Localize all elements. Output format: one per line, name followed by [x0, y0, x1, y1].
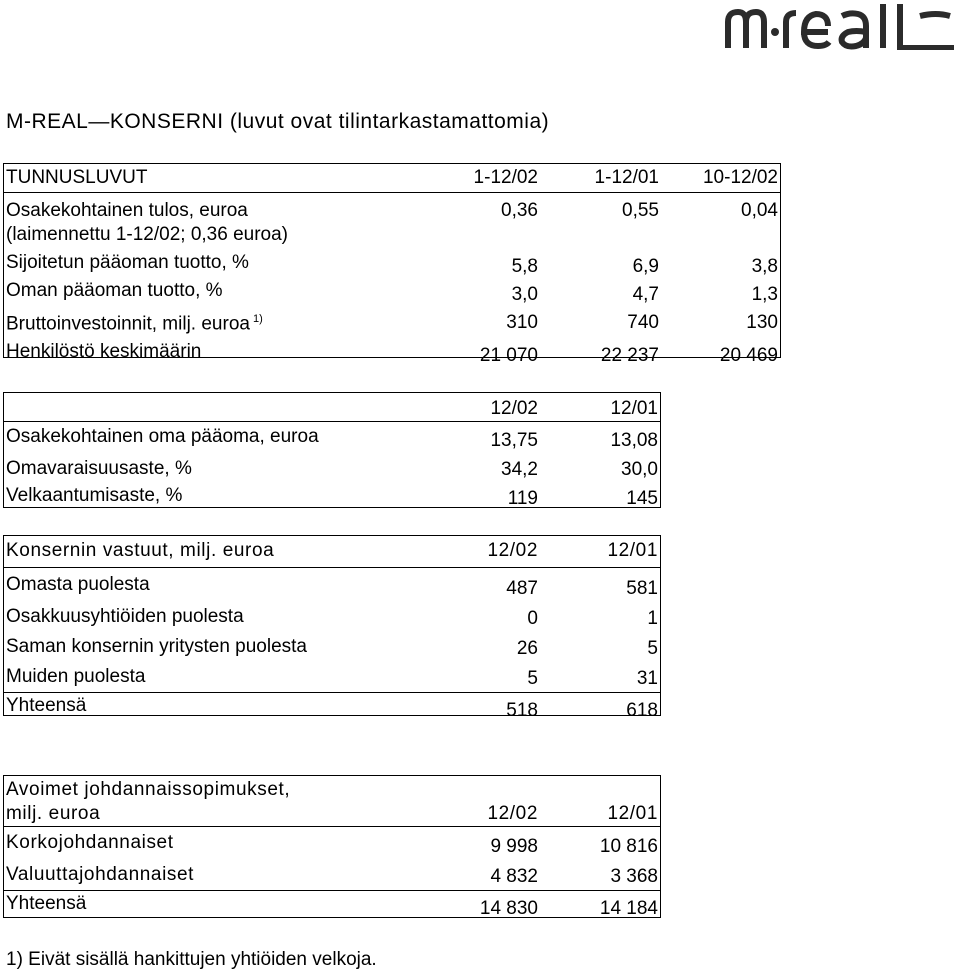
cell-value: 310 [506, 312, 538, 333]
cell-value: 4,7 [632, 284, 659, 305]
row-label: Yhteensä [3, 891, 423, 922]
cell-value: 145 [626, 488, 658, 509]
column-header: 12/02 [423, 539, 541, 568]
liabilities-table [3, 539, 661, 723]
cell-value: 22 237 [600, 345, 659, 367]
cell-value: 0,36 [501, 200, 538, 221]
row-label: (laimennettu 1-12/02; 0,36 euroa) [6, 224, 289, 245]
row-label: Velkaantumisaste, % [6, 485, 183, 506]
cell-value: 581 [626, 578, 658, 599]
cell-value: 130 [746, 312, 778, 333]
table-row [3, 422, 661, 454]
row-label: Muiden puolesta [6, 666, 146, 687]
table-header-row [3, 802, 661, 827]
cell-value: 1,3 [751, 284, 778, 305]
cell-value: 13,75 [490, 430, 538, 451]
cell-value: 1 [647, 608, 658, 629]
table-row [3, 859, 661, 891]
cell-value [423, 223, 541, 251]
table-row [3, 279, 781, 307]
table-header-row [3, 778, 661, 802]
cell-value: 0 [527, 608, 538, 629]
column-header: 1-12/02 [423, 166, 541, 193]
column-header: 12/01 [541, 802, 661, 827]
cell-value: 119 [507, 488, 538, 509]
row-label: Oman pääoman tuotto, % [6, 280, 223, 301]
column-header: 12/02 [423, 802, 541, 827]
cell-value: 26 [516, 638, 538, 659]
header-spacer [541, 778, 661, 802]
table-total-row [3, 891, 661, 922]
cell-value: 34,2 [501, 459, 538, 480]
cell-value: 4 832 [490, 866, 538, 887]
table-row [3, 340, 781, 368]
column-header: 12/01 [541, 397, 661, 422]
row-label: Osakkuusyhtiöiden puolesta [6, 606, 244, 627]
cell-value: 14 184 [541, 891, 661, 922]
table-row [3, 568, 661, 602]
column-header: 12/01 [541, 539, 661, 568]
cell-value: 30,0 [621, 459, 658, 480]
cell-value: 518 [423, 693, 541, 724]
cell-value: 9 998 [490, 836, 538, 857]
row-label: Osakekohtainen oma pääoma, euroa [6, 426, 319, 447]
cell-value: 20 469 [719, 345, 778, 367]
cell-value: 31 [636, 668, 658, 689]
column-header: 10-12/02 [662, 166, 781, 193]
cell-value: 0,55 [622, 200, 659, 221]
column-header: Konsernin vastuut, milj. euroa [3, 539, 423, 568]
cell-value: 5,8 [511, 256, 538, 277]
key-figures-table [3, 166, 781, 368]
cell-value [662, 223, 781, 251]
row-label: Omasta puolesta [6, 574, 150, 595]
cell-value: 13,08 [610, 430, 658, 451]
table-row [3, 482, 661, 511]
table-row [3, 827, 661, 860]
column-header: 1-12/01 [541, 166, 662, 193]
derivatives-table [3, 778, 661, 921]
cell-value: 5 [647, 638, 658, 659]
table-row [3, 453, 661, 482]
cell-value: 14 830 [423, 891, 541, 922]
table-row [3, 251, 781, 279]
page-title: M-REAL—KONSERNI (luvut ovat tilintarkastamattomia) [6, 110, 550, 133]
table-row [3, 223, 781, 251]
table-row [3, 661, 661, 693]
column-header: Avoimet johdannaissopimukset, [6, 779, 291, 800]
row-label-text: Bruttoinvestoinnit, milj. euroa [6, 313, 250, 335]
table-header-row [3, 397, 661, 422]
cell-value: 3 368 [610, 866, 658, 887]
m-real-logo-mark [724, 2, 956, 50]
cell-value: 6,9 [632, 256, 659, 277]
cell-value: 3,8 [751, 256, 778, 277]
row-label: Sijoitetun pääoman tuotto, % [6, 252, 249, 273]
row-label: Korkojohdannaiset [6, 832, 174, 853]
table-row [3, 601, 661, 631]
table-row [3, 193, 781, 224]
cell-value: 487 [506, 578, 538, 599]
cell-value: 21 070 [479, 345, 538, 367]
column-header: TUNNUSLUVUT [3, 166, 423, 193]
row-label: Valuuttajohdannaiset [6, 864, 195, 885]
row-label: Omavaraisuusaste, % [6, 458, 192, 479]
table-total-row [3, 693, 661, 724]
footnote: 1) Eivät sisällä hankittujen yhtiöiden velkoja. [6, 949, 377, 970]
table-row [3, 307, 781, 340]
column-header: 12/02 [423, 397, 541, 422]
row-label: Yhteensä [3, 693, 423, 724]
row-label: Osakekohtainen tulos, euroa [6, 200, 248, 221]
cell-value: 740 [627, 312, 659, 333]
cell-value: 10 816 [599, 836, 658, 857]
row-label: Henkilöstö keskimäärin [6, 341, 202, 363]
cell-value: 618 [541, 693, 661, 724]
balance-table [3, 397, 661, 511]
row-label: Saman konsernin yritysten puolesta [6, 636, 307, 657]
footnote-marker: 1) [252, 313, 263, 325]
header-spacer [423, 778, 541, 802]
m-real-logo [724, 2, 956, 50]
table-row [3, 631, 661, 661]
cell-value: 3,0 [511, 284, 538, 305]
cell-value: 0,04 [741, 200, 778, 221]
column-header: milj. euroa [3, 802, 423, 827]
column-header [3, 397, 423, 422]
cell-value [541, 223, 662, 251]
table-header-row [3, 539, 661, 568]
row-label [3, 307, 423, 340]
table-header-row [3, 166, 781, 193]
cell-value: 5 [527, 668, 538, 689]
